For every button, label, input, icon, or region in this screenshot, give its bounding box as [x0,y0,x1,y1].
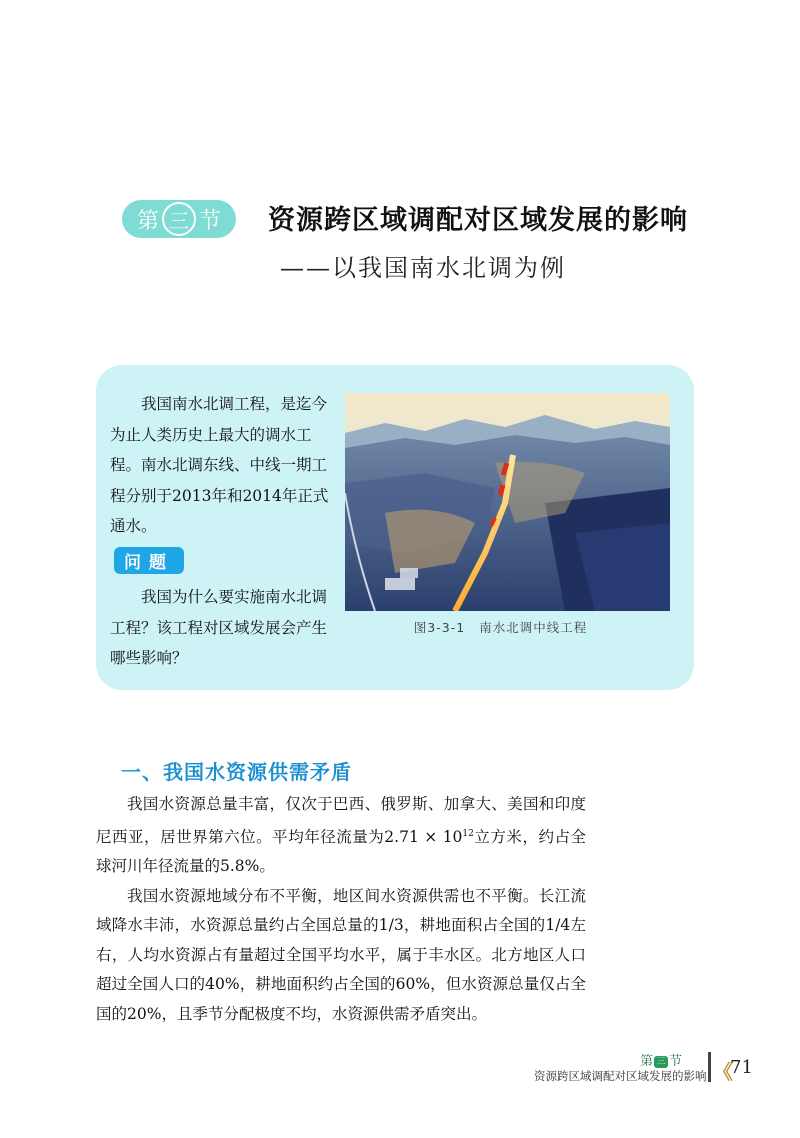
page-subtitle: ——以我国南水北调为例 [280,254,566,282]
para1-part-a: 我国水资源总量丰富，仅次于巴西、俄罗斯、加拿大、美国和印度尼西亚，居世界第六位。平均年径流量为2.71 × 10 [96,795,586,846]
section-heading: 一、我国水资源供需矛盾 [121,760,352,784]
para1-exponent: 12 [462,828,474,839]
section-body [96,790,586,1029]
section-badge-number: 三 [162,202,196,236]
section-badge-prefix: 第 [136,208,159,234]
footer-section-suffix: 节 [669,1054,683,1069]
page-number: 71 [730,1057,753,1078]
figure-caption [345,618,670,636]
question-label: 问题 [114,547,184,574]
section-badge-suffix: 节 [199,208,222,234]
footer-section-prefix: 第 [640,1054,654,1069]
south-north-water-photo [345,393,670,611]
chevron-icon: 《 [713,1060,733,1084]
intro-paragraph: 我国南水北调工程，是迄今为止人类历史上最大的调水工程。南水北调东线、中线一期工程分别于2013年和2014年正式通水。 [110,395,329,535]
figure-caption-text: 南水北调中线工程 [479,620,588,635]
footer-section-label [640,1050,682,1069]
footer-chapter-title: 资源跨区域调配对区域发展的影响 [534,1069,707,1083]
para1-part-b: 立方米，约占全球河川年径流量的5.8%。 [96,827,586,876]
section-badge [122,200,236,238]
question-paragraph: 我国为什么要实施南水北调工程？该工程对区域发展会产生哪些影响？ [110,588,328,667]
body-paragraph-2: 我国水资源地域分布不平衡，地区间水资源供需也不平衡。长江流域降水丰沛，水资源总量约占全国总量的1/3，耕地面积占全国的1/4左右，人均水资源占有量超过全国平均水平，属于丰水区。北方地区人口超过全国人口的40%，耕地面积约占全国的60%，但水资源总量仅占全国的20%，且季节分配极度不均，水资源供需矛盾突出。 [96,886,586,1023]
body-paragraph-1 [96,790,586,882]
footer-section-number: 三 [654,1056,668,1068]
footer-divider [708,1052,711,1082]
question-text [110,582,335,674]
page-title: 资源跨区域调配对区域发展的影响 [268,205,688,236]
intro-text [110,389,335,542]
figure-number: 图3-3-1 [413,620,466,635]
